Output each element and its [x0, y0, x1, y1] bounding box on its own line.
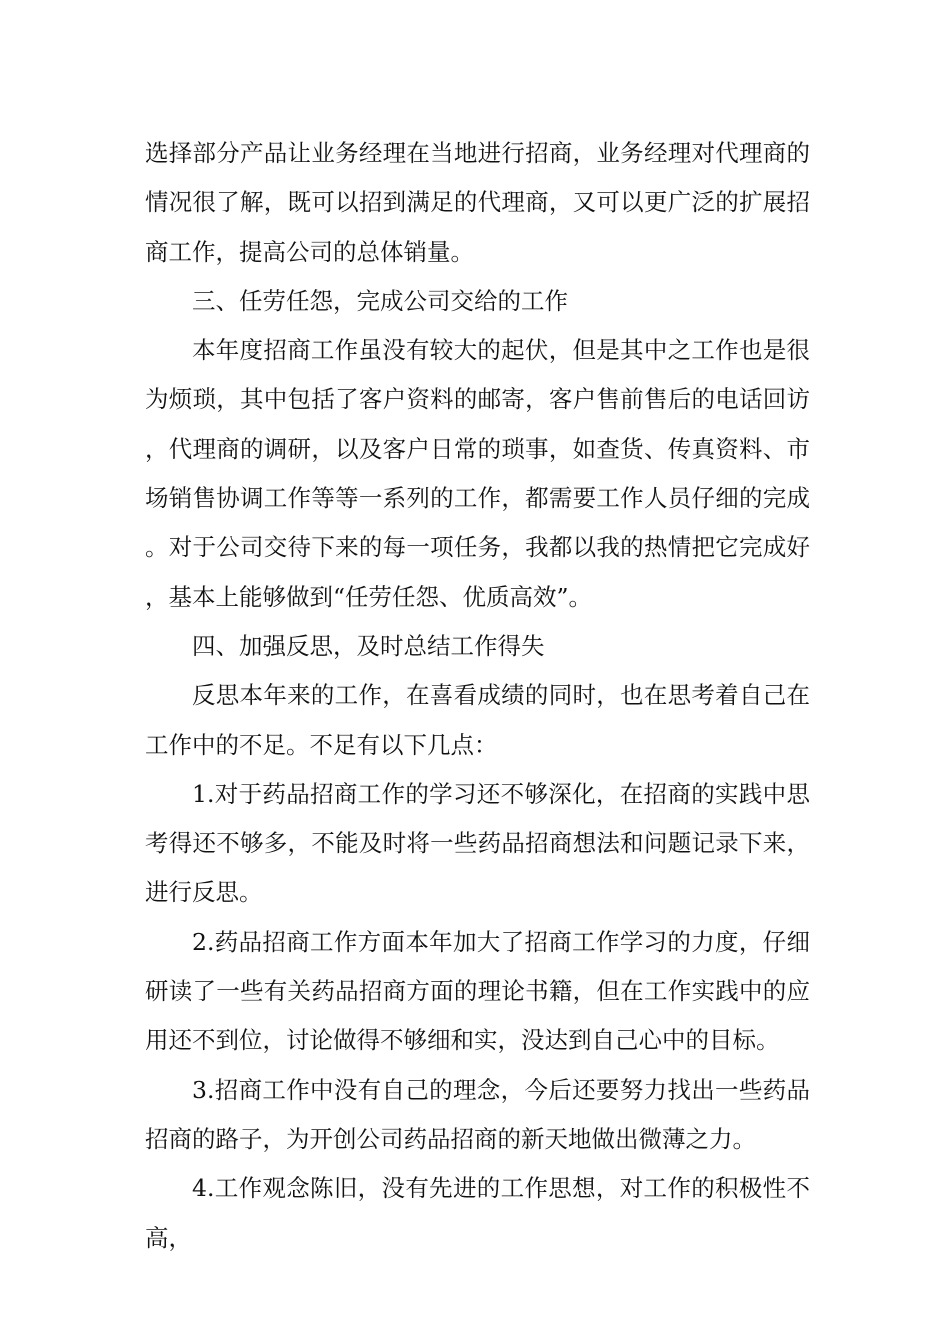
- list-item-1: 1.对于药品招商工作的学习还不够深化，在招商的实践中思考得还不够多，不能及时将一些药品招商想法和问题记录下来，进行反思。: [145, 779, 810, 907]
- paragraph-reflection: 反思本年来的工作，在喜看成绩的同时，也在思考着自己在工作中的不足。不足有以下几点：: [145, 681, 810, 759]
- section-heading-four: 四、加强反思，及时总结工作得失: [192, 631, 545, 660]
- paragraph-continuation: 选择部分产品让业务经理在当地进行招商，业务经理对代理商的情况很了解，既可以招到满足的代理商，又可以更广泛的扩展招商工作，提高公司的总体销量。: [145, 139, 810, 266]
- document-body: [145, 129, 810, 1263]
- list-item-2: 2.药品招商工作方面本年加大了招商工作学习的力度，仔细研读了一些有关药品招商方面的理论书籍，但在工作实践中的应用还不到位，讨论做得不够细和实，没达到自己心中的目标。: [145, 927, 810, 1055]
- list-item-4: 4.工作观念陈旧，没有先进的工作思想，对工作的积极性不高，: [145, 1174, 810, 1252]
- paragraph-work-description: 本年度招商工作虽没有较大的起伏，但是其中之工作也是很为烦琐，其中包括了客户资料的邮寄，客户售前售后的电话回访，代理商的调研，以及客户日常的琐事，如查货、传真资料、市场销售协调工作等等一系列的工作，都需要工作人员仔细的完成。对于公司交待下来的每一项任务，我都以我的热情把它完成好，基本上能够做到“任劳任怨、优质高效”。: [145, 336, 810, 611]
- section-heading-three: 三、任劳任怨，完成公司交给的工作: [192, 286, 568, 315]
- list-item-3: 3.招商工作中没有自己的理念，今后还要努力找出一些药品招商的路子，为开创公司药品招商的新天地做出微薄之力。: [145, 1075, 810, 1153]
